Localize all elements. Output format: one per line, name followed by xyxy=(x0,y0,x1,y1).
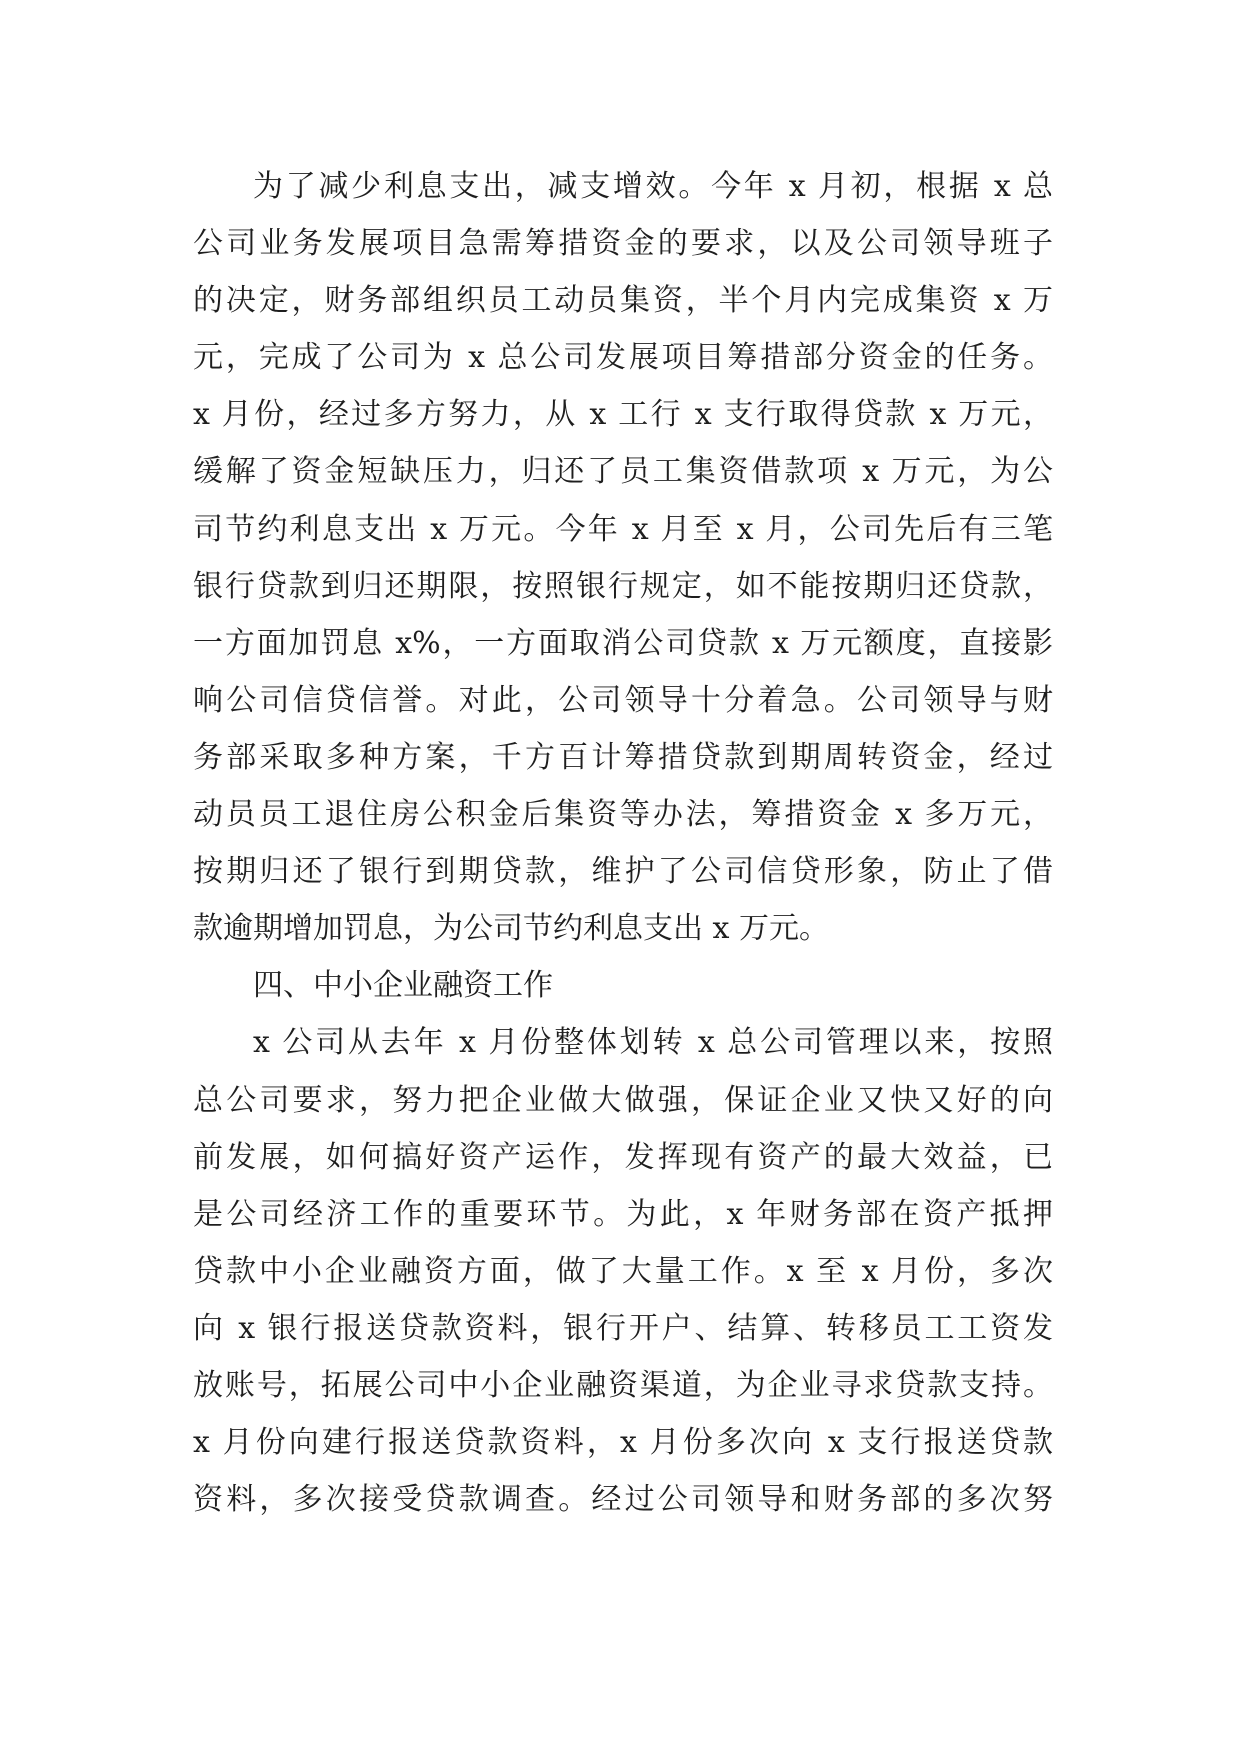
paragraph-1-line-12: 动员员工退住房公积金后集资等办法，筹措资金 x 多万元， xyxy=(193,797,1053,833)
body-text xyxy=(193,158,1053,1528)
paragraph-1-line-1: 为了减少利息支出，减支增效。今年 x 月初，根据 x 总 xyxy=(253,169,1053,204)
paragraph-2-line-7: 放账号，拓展公司中小企业融资渠道，为企业寻求贷款支持。 xyxy=(193,1367,1053,1403)
paragraph-1-line-11: 务部采取多种方案，千方百计筹措贷款到期周转资金，经过 xyxy=(193,739,1053,775)
paragraph-2-line-4: 是公司经济工作的重要环节。为此，x 年财务部在资产抵押 xyxy=(193,1196,1053,1232)
paragraph-1-line-8: 银行贷款到归还期限，按照银行规定，如不能按期归还贷款， xyxy=(193,568,1053,604)
paragraph-2-line-2: 总公司要求，努力把企业做大做强，保证企业又快又好的向 xyxy=(193,1082,1053,1118)
paragraph-2-line-5: 贷款中小企业融资方面，做了大量工作。x 至 x 月份，多次 xyxy=(193,1253,1053,1289)
paragraph-1-line-4: 元，完成了公司为 x 总公司发展项目筹措部分资金的任务。 xyxy=(193,340,1053,376)
paragraph-2-line-1: x 公司从去年 x 月份整体划转 x 总公司管理以来，按照 xyxy=(253,1025,1053,1061)
paragraph-1-line-13: 按期归还了银行到期贷款，维护了公司信贷形象，防止了借 xyxy=(193,854,1053,890)
paragraph-1-line-10: 响公司信贷信誉。对此，公司领导十分着急。公司领导与财 xyxy=(193,682,1053,718)
paragraph-1-line-7: 司节约利息支出 x 万元。今年 x 月至 x 月，公司先后有三笔 xyxy=(193,511,1053,547)
paragraph-1-line-14: 款逾期增加罚息，为公司节约利息支出 x 万元。 xyxy=(193,911,829,947)
paragraph-1-line-2: 公司业务发展项目急需筹措资金的要求，以及公司领导班子 xyxy=(193,226,1053,262)
section-heading: 四、中小企业融资工作 xyxy=(253,968,553,1004)
paragraph-1-line-9: 一方面加罚息 x%，一方面取消公司贷款 x 万元额度，直接影 xyxy=(193,625,1053,661)
paragraph-1-line-5: x 月份，经过多方努力，从 x 工行 x 支行取得贷款 x 万元， xyxy=(193,397,1053,433)
paragraph-2-line-8: x 月份向建行报送贷款资料，x 月份多次向 x 支行报送贷款 xyxy=(193,1425,1053,1461)
paragraph-2-line-6: 向 x 银行报送贷款资料，银行开户、结算、转移员工工资发 xyxy=(193,1310,1053,1346)
paragraph-1-line-3: 的决定，财务部组织员工动员集资，半个月内完成集资 x 万 xyxy=(193,283,1053,319)
paragraph-1-line-6: 缓解了资金短缺压力，归还了员工集资借款项 x 万元，为公 xyxy=(193,454,1053,490)
paragraph-2-line-3: 前发展，如何搞好资产运作，发挥现有资产的最大效益，已 xyxy=(193,1139,1053,1175)
paragraph-2-line-9: 资料，多次接受贷款调查。经过公司领导和财务部的多次努 xyxy=(193,1482,1053,1518)
